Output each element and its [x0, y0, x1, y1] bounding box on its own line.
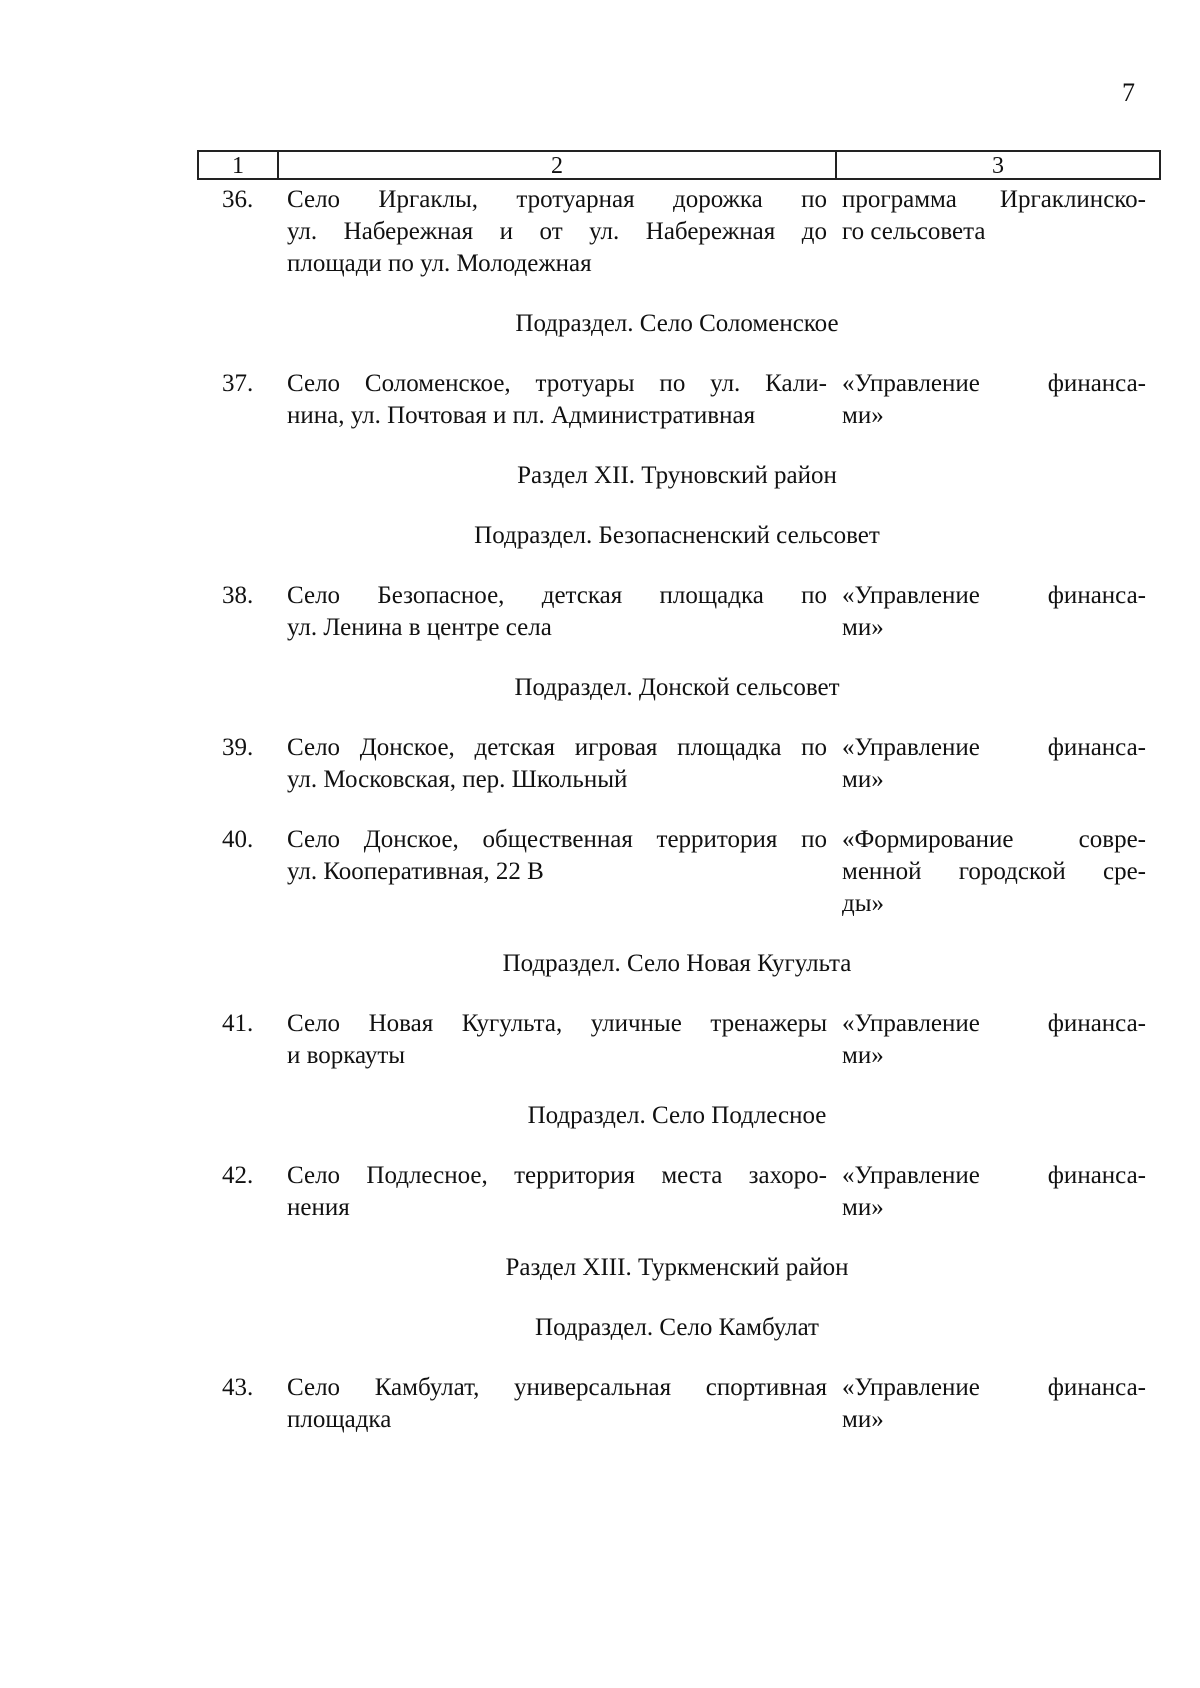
- program-line: ды»: [842, 890, 885, 917]
- program-line: го сельсовета: [842, 218, 986, 245]
- column-1-header: 1: [199, 152, 279, 178]
- row-description: [287, 1008, 827, 1072]
- description-line: Село Донское, детская игровая площадка по: [287, 734, 827, 761]
- description-line: площади по ул. Молодежная: [287, 250, 592, 277]
- row-program: [842, 1008, 1146, 1072]
- row-description: [287, 368, 827, 432]
- section-heading: Раздел XII. Труновский район: [517, 462, 837, 489]
- column-3-header: 3: [992, 153, 1004, 179]
- program-line: «Управление финанса-: [842, 582, 1146, 609]
- row-number: 40.: [222, 826, 254, 853]
- column-2-header: 2: [279, 152, 837, 178]
- program-line: менной городской сре-: [842, 858, 1146, 885]
- row-number: 38.: [222, 582, 254, 609]
- table-column-header: [197, 150, 1161, 180]
- section-heading: Подраздел. Село Новая Кугульта: [502, 950, 852, 977]
- program-line: ми»: [842, 1194, 884, 1221]
- row-program: [842, 580, 1146, 644]
- section-heading: Подраздел. Село Камбулат: [535, 1314, 819, 1341]
- program-line: «Управление финанса-: [842, 1010, 1146, 1037]
- section-heading: Подраздел. Безопасненский сельсовет: [474, 522, 880, 549]
- description-line: ул. Кооперативная, 22 В: [287, 858, 544, 885]
- program-line: ми»: [842, 1042, 884, 1069]
- program-line: «Формирование совре-: [842, 826, 1146, 853]
- description-line: и воркауты: [287, 1042, 406, 1069]
- section-heading: Подраздел. Донской сельсовет: [514, 674, 840, 701]
- row-number: 42.: [222, 1162, 254, 1189]
- row-program: [842, 368, 1146, 432]
- row-number: 36.: [222, 186, 254, 213]
- row-description: [287, 1160, 827, 1224]
- program-line: ми»: [842, 402, 884, 429]
- description-line: Село Новая Кугульта, уличные тренажеры: [287, 1010, 827, 1037]
- program-line: ми»: [842, 1406, 884, 1433]
- description-line: ул. Набережная и от ул. Набережная до: [287, 218, 827, 245]
- description-line: Село Камбулат, универсальная спортивная: [287, 1374, 827, 1401]
- row-number: 37.: [222, 370, 254, 397]
- row-description: [287, 1372, 827, 1436]
- page-number: 7: [1122, 78, 1135, 107]
- row-number: 39.: [222, 734, 254, 761]
- program-line: программа Иргаклинско-: [842, 186, 1146, 213]
- program-line: «Управление финанса-: [842, 734, 1146, 761]
- description-line: площадка: [287, 1406, 392, 1433]
- section-heading: Раздел XIII. Туркменский район: [505, 1254, 849, 1281]
- row-program: [842, 184, 1146, 248]
- description-line: нина, ул. Почтовая и пл. Административная: [287, 402, 756, 429]
- program-line: «Управление финанса-: [842, 370, 1146, 397]
- row-program: [842, 732, 1146, 796]
- section-heading: Подраздел. Село Соломенское: [515, 310, 839, 337]
- row-description: [287, 824, 827, 888]
- description-line: Село Подлесное, территория места захоро-: [287, 1162, 827, 1189]
- row-number: 41.: [222, 1010, 254, 1037]
- description-line: ул. Московская, пер. Школьный: [287, 766, 628, 793]
- description-line: ул. Ленина в центре села: [287, 614, 552, 641]
- program-line: ми»: [842, 766, 884, 793]
- row-number: 43.: [222, 1374, 254, 1401]
- description-line: Село Безопасное, детская площадка по: [287, 582, 827, 609]
- section-heading: Подраздел. Село Подлесное: [527, 1102, 827, 1129]
- program-line: ми»: [842, 614, 884, 641]
- program-line: «Управление финанса-: [842, 1162, 1146, 1189]
- row-description: [287, 184, 827, 280]
- description-line: Село Иргаклы, тротуарная дорожка по: [287, 186, 827, 213]
- description-line: Село Донское, общественная территория по: [287, 826, 827, 853]
- row-program: [842, 1372, 1146, 1436]
- row-program: [842, 824, 1146, 920]
- description-line: Село Соломенское, тротуары по ул. Кали-: [287, 370, 827, 397]
- program-line: «Управление финанса-: [842, 1374, 1146, 1401]
- row-description: [287, 580, 827, 644]
- description-line: нения: [287, 1194, 350, 1221]
- row-program: [842, 1160, 1146, 1224]
- row-description: [287, 732, 827, 796]
